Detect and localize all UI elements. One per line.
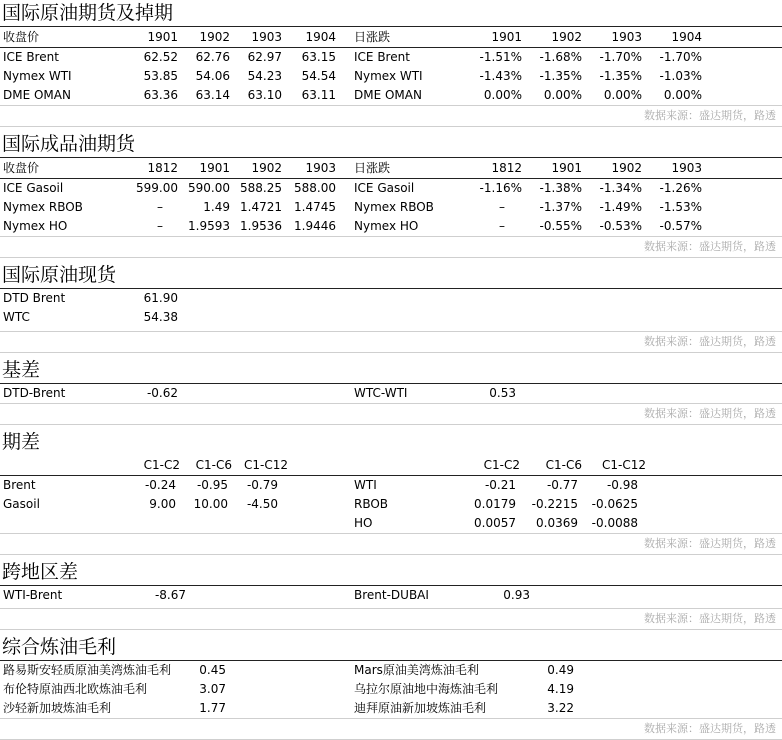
row-label: Gasoil <box>3 497 40 511</box>
cell-value: 62.76 <box>195 50 230 64</box>
source-note: 数据来源：盛达期货，路透 <box>0 236 782 258</box>
table-row <box>0 86 782 105</box>
cell-value: – <box>157 219 163 233</box>
cell-value: -1.53% <box>659 200 702 214</box>
row-label: ICE Brent <box>354 50 410 64</box>
cell-value: 1.4745 <box>294 200 336 214</box>
source-note: 数据来源：盛达期货，路透 <box>0 718 782 740</box>
row-label: WTC-WTI <box>354 386 408 400</box>
cell-value: -0.95 <box>196 478 228 492</box>
cell-value: 1.4721 <box>240 200 282 214</box>
cell-value: 3.22 <box>547 701 574 715</box>
section-inter-regional <box>0 559 782 630</box>
cell-value: -1.34% <box>599 181 642 195</box>
cell-value: -1.51% <box>479 50 522 64</box>
table-row <box>0 67 782 86</box>
table-row <box>0 699 782 718</box>
col-header: 1901 <box>199 161 230 175</box>
col-header: 1902 <box>611 161 642 175</box>
col-header: 1903 <box>251 30 282 44</box>
row-label: RBOB <box>354 497 389 511</box>
cell-value: 63.36 <box>143 88 178 102</box>
cell-value: -0.79 <box>246 478 278 492</box>
source-note: 数据来源：盛达期货，路透 <box>0 331 782 353</box>
cell-value: -1.35% <box>599 69 642 83</box>
section-title: 国际成品油期货 <box>0 131 782 158</box>
section-crude-spot <box>0 262 782 353</box>
row-label: 乌拉尔原油地中海炼油毛利 <box>354 682 499 696</box>
cell-value: -0.98 <box>606 478 638 492</box>
section-title: 跨地区差 <box>0 559 782 586</box>
cell-value: -1.03% <box>659 69 702 83</box>
cell-value: 63.10 <box>247 88 282 102</box>
row-label: Mars原油美湾炼油毛利 <box>354 663 479 677</box>
cell-value: -1.70% <box>659 50 702 64</box>
cell-value: 588.00 <box>294 181 336 195</box>
section-title: 基差 <box>0 357 782 384</box>
table-row <box>0 514 782 533</box>
cell-value: 0.0179 <box>474 497 516 511</box>
row-label: Nymex RBOB <box>3 200 83 214</box>
table-row <box>0 289 782 308</box>
col-header: 1812 <box>147 161 178 175</box>
cell-value: -1.16% <box>479 181 522 195</box>
col-header: 1904 <box>671 30 702 44</box>
table-row <box>0 48 782 67</box>
col-header: 1812 <box>491 161 522 175</box>
cell-value: 62.52 <box>143 50 178 64</box>
cell-value: 0.0369 <box>536 516 578 530</box>
cell-value: 3.07 <box>199 682 226 696</box>
row-label: 迪拜原油新加坡炼油毛利 <box>354 701 487 715</box>
col-header: 1903 <box>305 161 336 175</box>
row-label: Brent-DUBAI <box>354 588 429 602</box>
col-header: C1-C2 <box>483 458 520 472</box>
cell-value: -0.62 <box>146 386 178 400</box>
table-header <box>0 455 782 476</box>
cell-value: 54.38 <box>143 310 178 324</box>
col-header: C1-C2 <box>143 458 180 472</box>
section-title: 国际原油现货 <box>0 262 782 289</box>
cell-value: 63.11 <box>301 88 336 102</box>
col-header: 1902 <box>251 161 282 175</box>
cell-value: -1.43% <box>479 69 522 83</box>
col-header: 1904 <box>305 30 336 44</box>
right-header-label: 日涨跌 <box>354 30 391 44</box>
table-row <box>0 198 782 217</box>
col-header: 1902 <box>199 30 230 44</box>
row-label: Brent <box>3 478 36 492</box>
source-note: 数据来源：盛达期货，路透 <box>0 608 782 630</box>
col-header: C1-C6 <box>545 458 582 472</box>
cell-value: 0.00% <box>483 88 522 102</box>
table-header <box>0 158 782 179</box>
col-header: C1-C12 <box>244 458 288 472</box>
cell-value: -0.55% <box>539 219 582 233</box>
cell-value: 61.90 <box>143 291 178 305</box>
col-header: 1903 <box>611 30 642 44</box>
table-row <box>0 179 782 198</box>
table-row <box>0 384 782 403</box>
left-header-label: 收盘价 <box>3 161 40 175</box>
source-note: 数据来源：盛达期货，路透 <box>0 533 782 555</box>
row-label: Nymex WTI <box>354 69 423 83</box>
cell-value: 53.85 <box>143 69 178 83</box>
cell-value: -1.35% <box>539 69 582 83</box>
cell-value: -0.0088 <box>591 516 638 530</box>
cell-value: 63.15 <box>301 50 336 64</box>
cell-value: 1.9593 <box>188 219 230 233</box>
col-header: 1903 <box>671 161 702 175</box>
cell-value: 1.9536 <box>240 219 282 233</box>
section-product-futures <box>0 131 782 258</box>
cell-value: 0.0057 <box>474 516 516 530</box>
cell-value: -0.21 <box>484 478 516 492</box>
cell-value: -0.77 <box>546 478 578 492</box>
cell-value: 599.00 <box>136 181 178 195</box>
cell-value: -0.0625 <box>591 497 638 511</box>
table-header <box>0 27 782 48</box>
cell-value: -1.38% <box>539 181 582 195</box>
row-label: 布伦特原油西北欧炼油毛利 <box>3 682 148 696</box>
table-row <box>0 661 782 680</box>
table-row <box>0 476 782 495</box>
table-row <box>0 217 782 236</box>
row-label: Nymex HO <box>3 219 68 233</box>
row-label: WTI <box>354 478 377 492</box>
section-crude-futures <box>0 0 782 127</box>
cell-value: – <box>499 200 505 214</box>
source-note: 数据来源：盛达期货，路透 <box>0 403 782 425</box>
row-label: Nymex RBOB <box>354 200 434 214</box>
cell-value: -1.37% <box>539 200 582 214</box>
cell-value: -0.2215 <box>531 497 578 511</box>
cell-value: 1.9446 <box>294 219 336 233</box>
row-label: HO <box>354 516 373 530</box>
cell-value: -1.26% <box>659 181 702 195</box>
col-header: C1-C12 <box>602 458 646 472</box>
cell-value: -0.53% <box>599 219 642 233</box>
cell-value: -4.50 <box>246 497 278 511</box>
row-label: DTD Brent <box>3 291 66 305</box>
section-title: 综合炼油毛利 <box>0 634 782 661</box>
cell-value: -1.49% <box>599 200 642 214</box>
left-header-label: 收盘价 <box>3 30 40 44</box>
cell-value: 1.77 <box>199 701 226 715</box>
row-label: DME OMAN <box>3 88 71 102</box>
cell-value: 62.97 <box>247 50 282 64</box>
row-label: ICE Gasoil <box>354 181 415 195</box>
cell-value: 9.00 <box>149 497 176 511</box>
cell-value: – <box>157 200 163 214</box>
section-spread <box>0 429 782 555</box>
col-header: 1902 <box>551 30 582 44</box>
cell-value: 4.19 <box>547 682 574 696</box>
row-label: 沙轻新加坡炼油毛利 <box>3 701 112 715</box>
section-refining-margin <box>0 634 782 740</box>
row-label: DME OMAN <box>354 88 422 102</box>
cell-value: 588.25 <box>240 181 282 195</box>
source-note: 数据来源：盛达期货，路透 <box>0 105 782 127</box>
row-label: WTC <box>3 310 30 324</box>
row-label: WTI-Brent <box>3 588 63 602</box>
cell-value: 54.23 <box>247 69 282 83</box>
cell-value: 0.49 <box>547 663 574 677</box>
col-header: 1901 <box>551 161 582 175</box>
cell-value: 54.06 <box>195 69 230 83</box>
row-label: DTD-Brent <box>3 386 66 400</box>
cell-value: 0.45 <box>199 663 226 677</box>
section-basis <box>0 357 782 425</box>
cell-value: – <box>499 219 505 233</box>
cell-value: -8.67 <box>154 588 186 602</box>
table-row <box>0 586 782 605</box>
table-row <box>0 308 782 327</box>
cell-value: 0.00% <box>603 88 642 102</box>
right-header-label: 日涨跌 <box>354 161 391 175</box>
cell-value: 0.93 <box>503 588 530 602</box>
cell-value: 54.54 <box>301 69 336 83</box>
cell-value: -1.70% <box>599 50 642 64</box>
cell-value: -0.24 <box>144 478 176 492</box>
cell-value: 0.00% <box>543 88 582 102</box>
cell-value: 0.53 <box>489 386 516 400</box>
section-title: 国际原油期货及掉期 <box>0 0 782 27</box>
cell-value: 10.00 <box>193 497 228 511</box>
cell-value: 590.00 <box>188 181 230 195</box>
col-header: 1901 <box>491 30 522 44</box>
row-label: ICE Gasoil <box>3 181 64 195</box>
table-row <box>0 495 782 514</box>
cell-value: -0.57% <box>659 219 702 233</box>
row-label: Nymex HO <box>354 219 419 233</box>
row-label: 路易斯安轻质原油美湾炼油毛利 <box>3 663 172 677</box>
row-label: Nymex WTI <box>3 69 72 83</box>
cell-value: -1.68% <box>539 50 582 64</box>
row-label: ICE Brent <box>3 50 59 64</box>
col-header: 1901 <box>147 30 178 44</box>
table-row <box>0 680 782 699</box>
cell-value: 1.49 <box>203 200 230 214</box>
section-title: 期差 <box>2 431 41 453</box>
cell-value: 63.14 <box>195 88 230 102</box>
cell-value: 0.00% <box>663 88 702 102</box>
col-header: C1-C6 <box>195 458 232 472</box>
